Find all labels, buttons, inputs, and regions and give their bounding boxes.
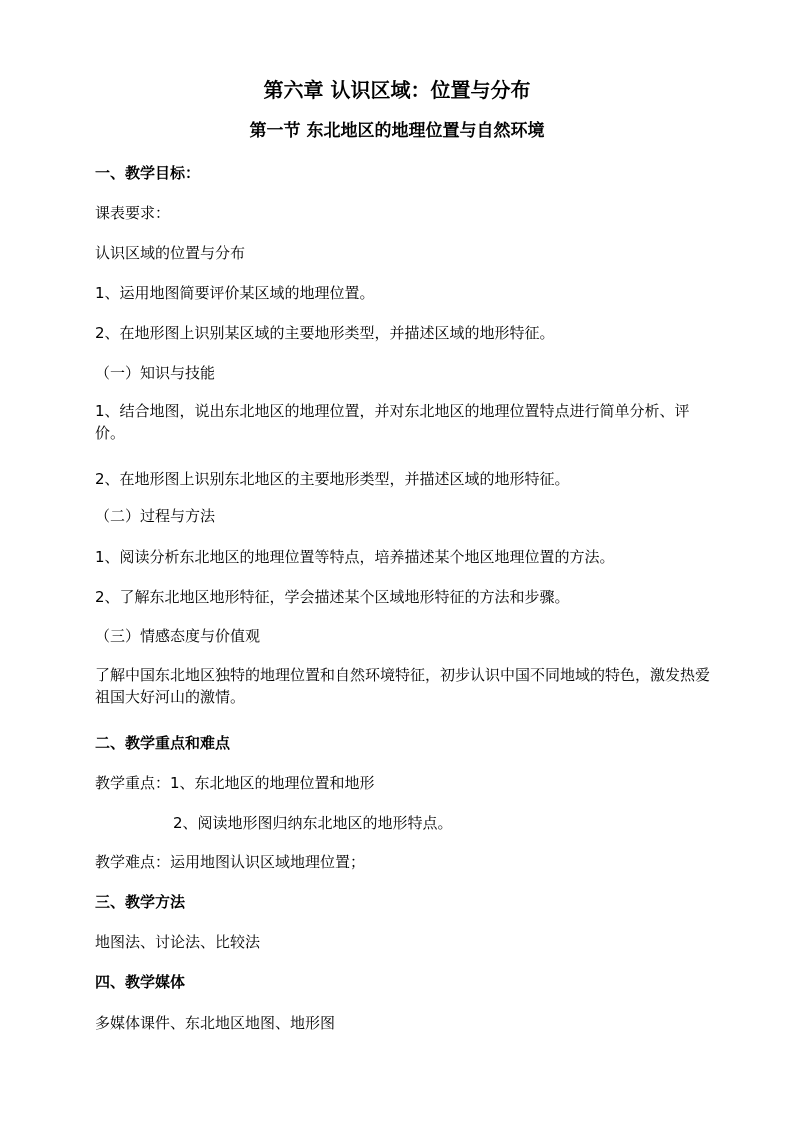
process-item-1: 1、阅读分析东北地区的地理位置等特点，培养描述某个地区地理位置的方法。 [95, 548, 615, 566]
teaching-media: 多媒体课件、东北地区地图、地形图 [95, 1014, 336, 1032]
section-title: 第一节 东北地区的地理位置与自然环境 [249, 121, 545, 141]
attitudes-text: 了解中国东北地区独特的地理位置和自然环境特征，初步认识中国不同地域的特色，激发热爱祖国大好河山的激情。 [95, 666, 711, 706]
knowledge-item-1: 1、结合地图，说出东北地区的地理位置，并对东北地区的地理位置特点进行简单分析、评价。 [95, 402, 690, 442]
knowledge-item-2: 2、在地形图上识别东北地区的主要地形类型，并描述区域的地形特征。 [95, 470, 570, 488]
subheading-attitudes-values: （三）情感态度与价值观 [95, 627, 261, 645]
teaching-methods: 地图法、讨论法、比较法 [95, 933, 261, 951]
heading-key-points: 二、教学重点和难点 [95, 734, 231, 752]
curriculum-req-2: 2、在地形图上识别某区域的主要地形类型，并描述区域的地形特征。 [95, 324, 555, 342]
key-point-2: 2、阅读地形图归纳东北地区的地形特点。 [173, 814, 453, 832]
difficulty-point: 教学难点：运用地图认识区域地理位置； [95, 853, 366, 871]
heading-teaching-methods: 三、教学方法 [95, 893, 186, 911]
curriculum-label: 课表要求： [95, 204, 171, 222]
curriculum-req-1: 1、运用地图简要评价某区域的地理位置。 [95, 284, 375, 302]
chapter-title: 第六章 认识区域：位置与分布 [263, 78, 531, 102]
heading-teaching-media: 四、教学媒体 [95, 973, 186, 991]
subheading-knowledge-skills: （一）知识与技能 [95, 364, 216, 382]
curriculum-topic: 认识区域的位置与分布 [95, 244, 246, 262]
key-point-1: 教学重点：1、东北地区的地理位置和地形 [95, 774, 375, 792]
process-item-2: 2、了解东北地区地形特征，学会描述某个区域地形特征的方法和步骤。 [95, 588, 570, 606]
subheading-process-methods: （二）过程与方法 [95, 507, 216, 525]
heading-teaching-goals: 一、教学目标： [95, 164, 201, 182]
